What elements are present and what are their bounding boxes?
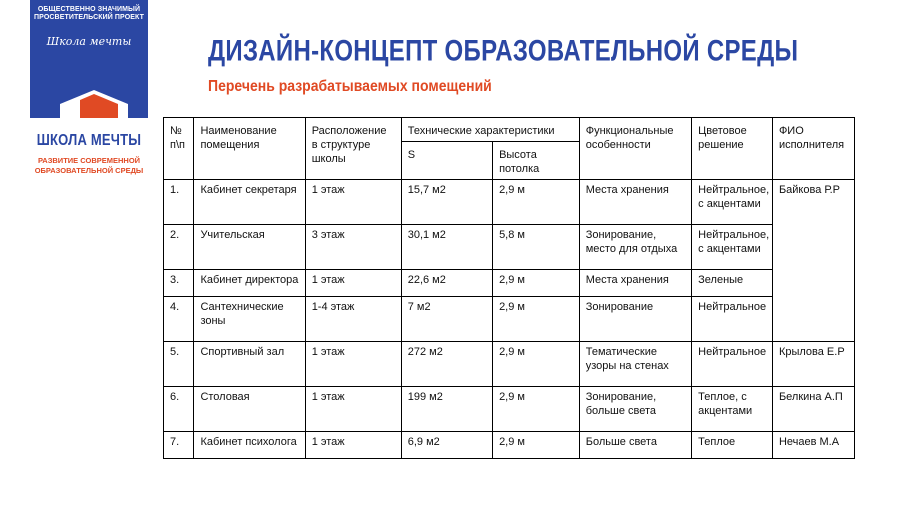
brand-title: ШКОЛА МЕЧТЫ	[36, 130, 142, 149]
cell-fio: Крылова Е.Р	[772, 342, 854, 387]
cell-name: Сантехнические зоны	[194, 297, 305, 342]
cell-location: 1 этаж	[305, 342, 401, 387]
page-title: ДИЗАЙН-КОНЦЕПТ ОБРАЗОВАТЕЛЬНОЙ СРЕДЫ	[208, 34, 799, 68]
cell-s: 15,7 м2	[401, 180, 492, 225]
cell-location: 1-4 этаж	[305, 297, 401, 342]
cell-height: 2,9 м	[493, 432, 580, 459]
cell-num: 3.	[164, 270, 194, 297]
table-row	[164, 297, 855, 342]
cell-s: 6,9 м2	[401, 432, 492, 459]
cell-color: Нейтральное	[692, 342, 773, 387]
cell-num: 4.	[164, 297, 194, 342]
header-s: S	[401, 142, 492, 180]
brand-panel	[30, 0, 148, 186]
cell-color: Нейтральное, с акцентами	[692, 180, 773, 225]
cell-height: 2,9 м	[493, 180, 580, 225]
cell-name: Кабинет секретаря	[194, 180, 305, 225]
cell-function: Зонирование, место для отдыха	[579, 225, 691, 270]
cell-color: Нейтральное, с акцентами	[692, 225, 773, 270]
cell-height: 2,9 м	[493, 270, 580, 297]
cell-height: 5,8 м	[493, 225, 580, 270]
cell-function: Места хранения	[579, 180, 691, 225]
header-location: Расположение в структуре школы	[305, 118, 401, 180]
cell-color: Нейтральное	[692, 297, 773, 342]
house-icon	[60, 90, 128, 118]
cell-num: 7.	[164, 432, 194, 459]
cell-location: 1 этаж	[305, 270, 401, 297]
cell-fio: Байкова Р.Р	[772, 180, 854, 342]
brand-script-logo: Школа мечты	[46, 35, 132, 48]
cell-height: 2,9 м	[493, 342, 580, 387]
brand-subtitle: РАЗВИТИЕ СОВРЕМЕННОЙ ОБРАЗОВАТЕЛЬНОЙ СРЕДЫ	[34, 156, 144, 175]
cell-function: Места хранения	[579, 270, 691, 297]
header-tech: Технические характеристики	[401, 118, 579, 142]
header-function: Функциональные особенности	[579, 118, 691, 180]
cell-name: Кабинет директора	[194, 270, 305, 297]
cell-color: Зеленые	[692, 270, 773, 297]
cell-color: Теплое, с акцентами	[692, 387, 773, 432]
cell-function: Тематические узоры на стенах	[579, 342, 691, 387]
header-height: Высота потолка	[493, 142, 580, 180]
rooms-table	[163, 117, 855, 459]
cell-name: Спортивный зал	[194, 342, 305, 387]
brand-logo-block	[30, 0, 148, 118]
cell-function: Зонирование	[579, 297, 691, 342]
cell-s: 7 м2	[401, 297, 492, 342]
header-num: № п\п	[164, 118, 194, 180]
cell-function: Зонирование, больше света	[579, 387, 691, 432]
cell-s: 30,1 м2	[401, 225, 492, 270]
table-row	[164, 387, 855, 432]
cell-num: 6.	[164, 387, 194, 432]
cell-s: 199 м2	[401, 387, 492, 432]
table-row	[164, 432, 855, 459]
table-row	[164, 270, 855, 297]
cell-num: 1.	[164, 180, 194, 225]
cell-num: 5.	[164, 342, 194, 387]
cell-function: Больше света	[579, 432, 691, 459]
cell-fio: Нечаев М.А	[772, 432, 854, 459]
header-color: Цветовое решение	[692, 118, 773, 180]
page-subtitle: Перечень разрабатываемых помещений	[208, 76, 492, 95]
cell-location: 3 этаж	[305, 225, 401, 270]
cell-color: Теплое	[692, 432, 773, 459]
table-row	[164, 180, 855, 225]
cell-location: 1 этаж	[305, 387, 401, 432]
cell-height: 2,9 м	[493, 297, 580, 342]
cell-s: 22,6 м2	[401, 270, 492, 297]
table-row	[164, 225, 855, 270]
cell-name: Учительская	[194, 225, 305, 270]
brand-project-line: ОБЩЕСТВЕННО ЗНАЧИМЫЙ ПРОСВЕТИТЕЛЬСКИЙ ПРОЕКТ	[34, 6, 144, 21]
table-row	[164, 342, 855, 387]
cell-num: 2.	[164, 225, 194, 270]
cell-height: 2,9 м	[493, 387, 580, 432]
cell-location: 1 этаж	[305, 432, 401, 459]
header-name: Наименование помещения	[194, 118, 305, 180]
cell-name: Столовая	[194, 387, 305, 432]
cell-fio: Белкина А.П	[772, 387, 854, 432]
cell-s: 272 м2	[401, 342, 492, 387]
cell-name: Кабинет психолога	[194, 432, 305, 459]
header-fio: ФИО исполнителя	[772, 118, 854, 180]
cell-location: 1 этаж	[305, 180, 401, 225]
